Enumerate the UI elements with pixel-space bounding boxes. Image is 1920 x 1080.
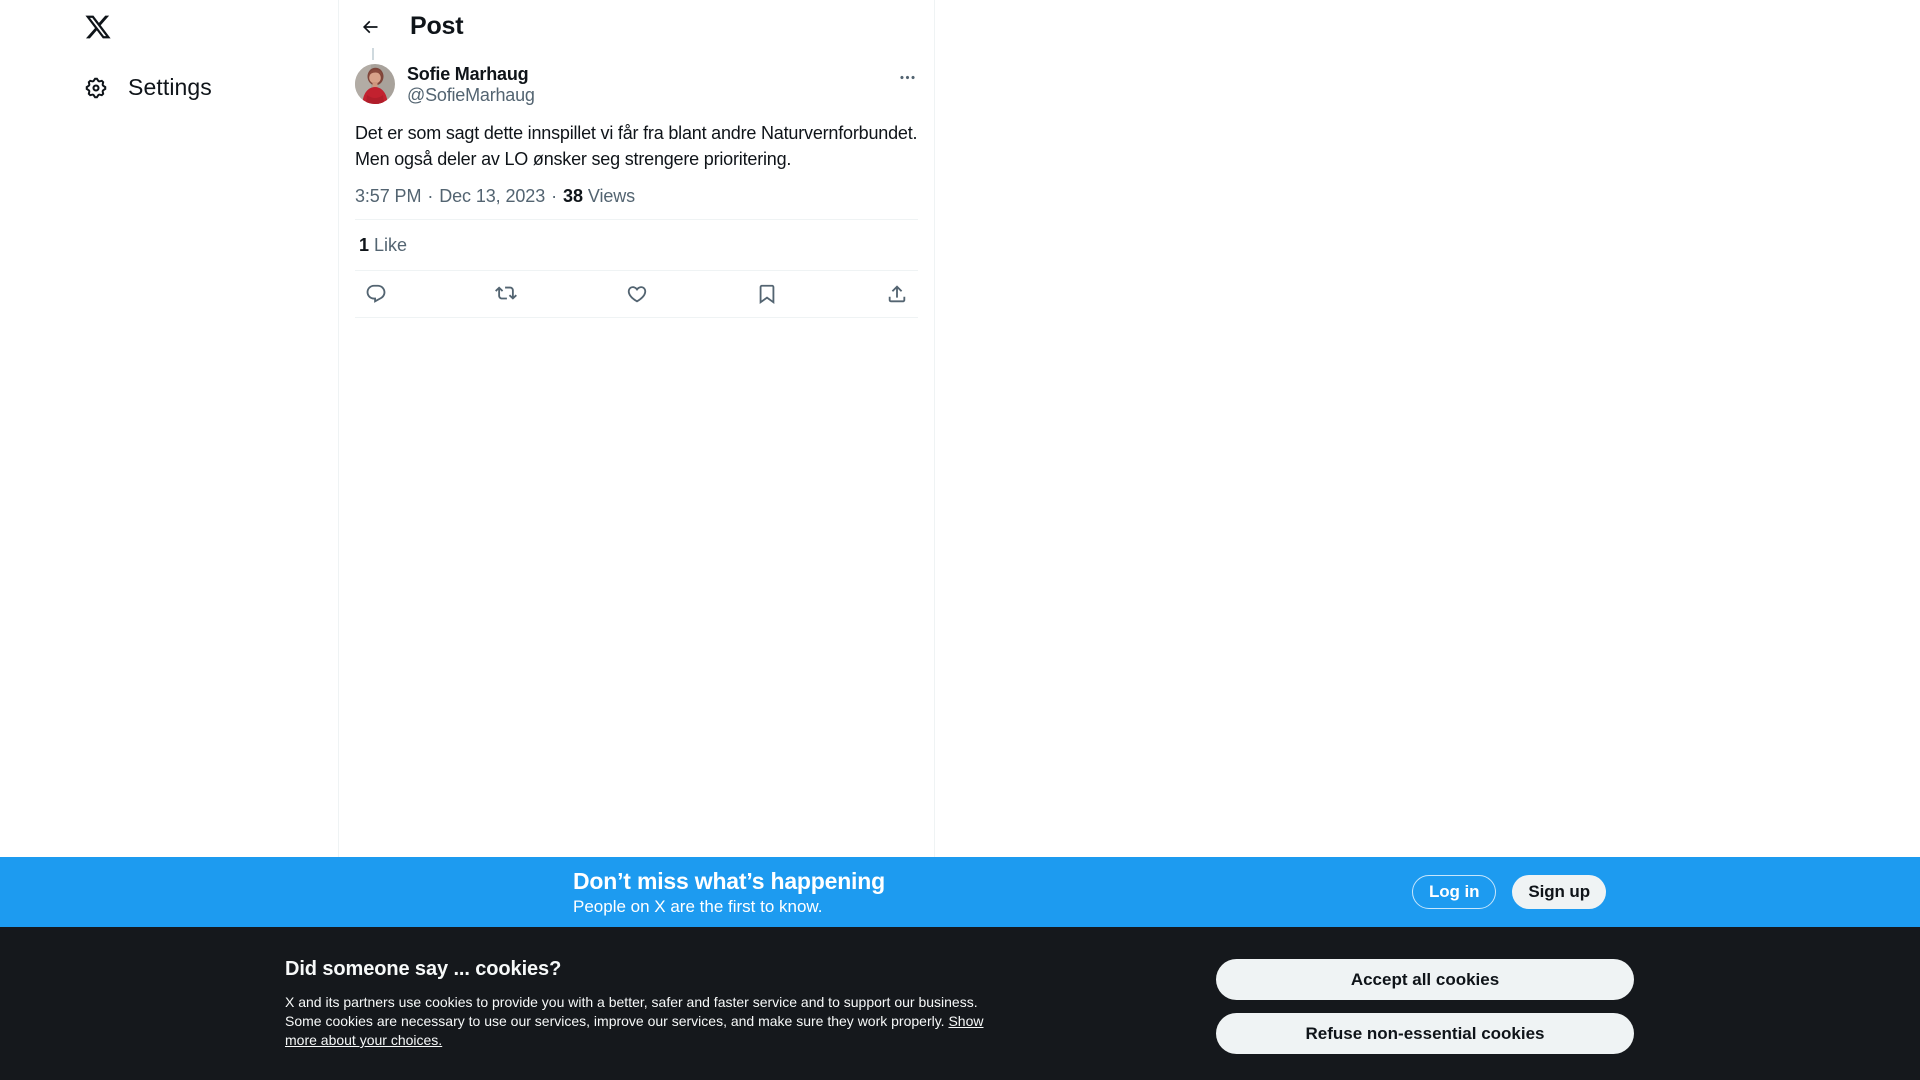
views-count: 38 <box>563 186 583 206</box>
views-label: Views <box>587 186 636 206</box>
x-logo-icon <box>84 13 112 41</box>
back-button[interactable] <box>353 10 387 44</box>
reply-button[interactable] <box>358 276 394 312</box>
post-column <box>338 0 935 857</box>
cookie-choices-link[interactable]: Show more about your choices. <box>285 1013 984 1048</box>
meta-separator: · <box>551 186 558 206</box>
sidebar <box>0 0 338 857</box>
banner-subtitle: People on X are the first to know. <box>573 897 823 916</box>
share-button[interactable] <box>879 276 915 312</box>
signup-button[interactable]: Sign up <box>1512 875 1606 909</box>
thread-connector-line <box>372 48 374 60</box>
signup-banner <box>0 857 1920 927</box>
post-actions <box>355 271 918 317</box>
reply-icon <box>365 283 387 305</box>
bookmark-button[interactable] <box>749 276 785 312</box>
banner-title: Don’t miss what’s happening <box>573 868 885 894</box>
repost-icon <box>495 283 517 305</box>
login-button[interactable]: Log in <box>1412 875 1496 909</box>
divider <box>355 317 918 318</box>
post-text <box>355 120 918 172</box>
banner-text <box>573 867 885 917</box>
like-button[interactable] <box>619 276 655 312</box>
cookie-body-text: X and its partners use cookies to provide you with a better, safer and faster service and to support our business. Some cookies are necessary to use our services, improve our services, and make sure they work properly. <box>285 994 978 1029</box>
cookie-text <box>285 958 985 1050</box>
sidebar-item-settings[interactable] <box>84 74 212 101</box>
refuse-cookies-button[interactable]: Refuse non-essential cookies <box>1216 1013 1634 1054</box>
gear-icon <box>84 76 108 100</box>
accept-cookies-button[interactable]: Accept all cookies <box>1216 959 1634 1000</box>
bookmark-icon <box>756 283 778 305</box>
x-logo[interactable] <box>84 13 112 41</box>
author-row <box>355 64 918 104</box>
page-title: Post <box>410 12 464 40</box>
post-text-line: Det er som sagt dette innspillet vi får fra blant andre Naturvernforbundet. <box>355 123 918 143</box>
back-arrow-icon <box>360 17 380 37</box>
post-time[interactable]: 3:57 PM <box>355 186 422 206</box>
like-label: Like <box>374 235 408 255</box>
avatar[interactable] <box>355 64 395 104</box>
post-meta <box>355 186 918 207</box>
post-text-line: Men også deler av LO ønsker seg strengere prioritering. <box>355 149 792 169</box>
like-count: 1 <box>359 235 370 255</box>
cookie-actions <box>1216 959 1634 1054</box>
cookie-body <box>285 993 985 1050</box>
post-date[interactable]: Dec 13, 2023 <box>439 186 546 206</box>
author-handle[interactable]: @SofieMarhaug <box>407 85 535 105</box>
settings-label: Settings <box>128 74 212 100</box>
author-name[interactable]: Sofie Marhaug <box>407 64 529 84</box>
cookie-banner <box>0 927 1920 1080</box>
cookie-title: Did someone say ... cookies? <box>285 958 562 980</box>
author-meta <box>407 64 535 105</box>
more-dots-icon <box>898 68 917 87</box>
post-header <box>339 0 934 53</box>
meta-separator: · <box>427 186 434 206</box>
post <box>339 64 934 318</box>
share-icon <box>886 283 908 305</box>
heart-icon <box>626 283 648 305</box>
like-count-row[interactable] <box>355 220 918 270</box>
banner-actions <box>1412 875 1606 909</box>
repost-button[interactable] <box>488 276 524 312</box>
more-button[interactable] <box>896 68 918 90</box>
avatar-portrait <box>355 64 395 104</box>
